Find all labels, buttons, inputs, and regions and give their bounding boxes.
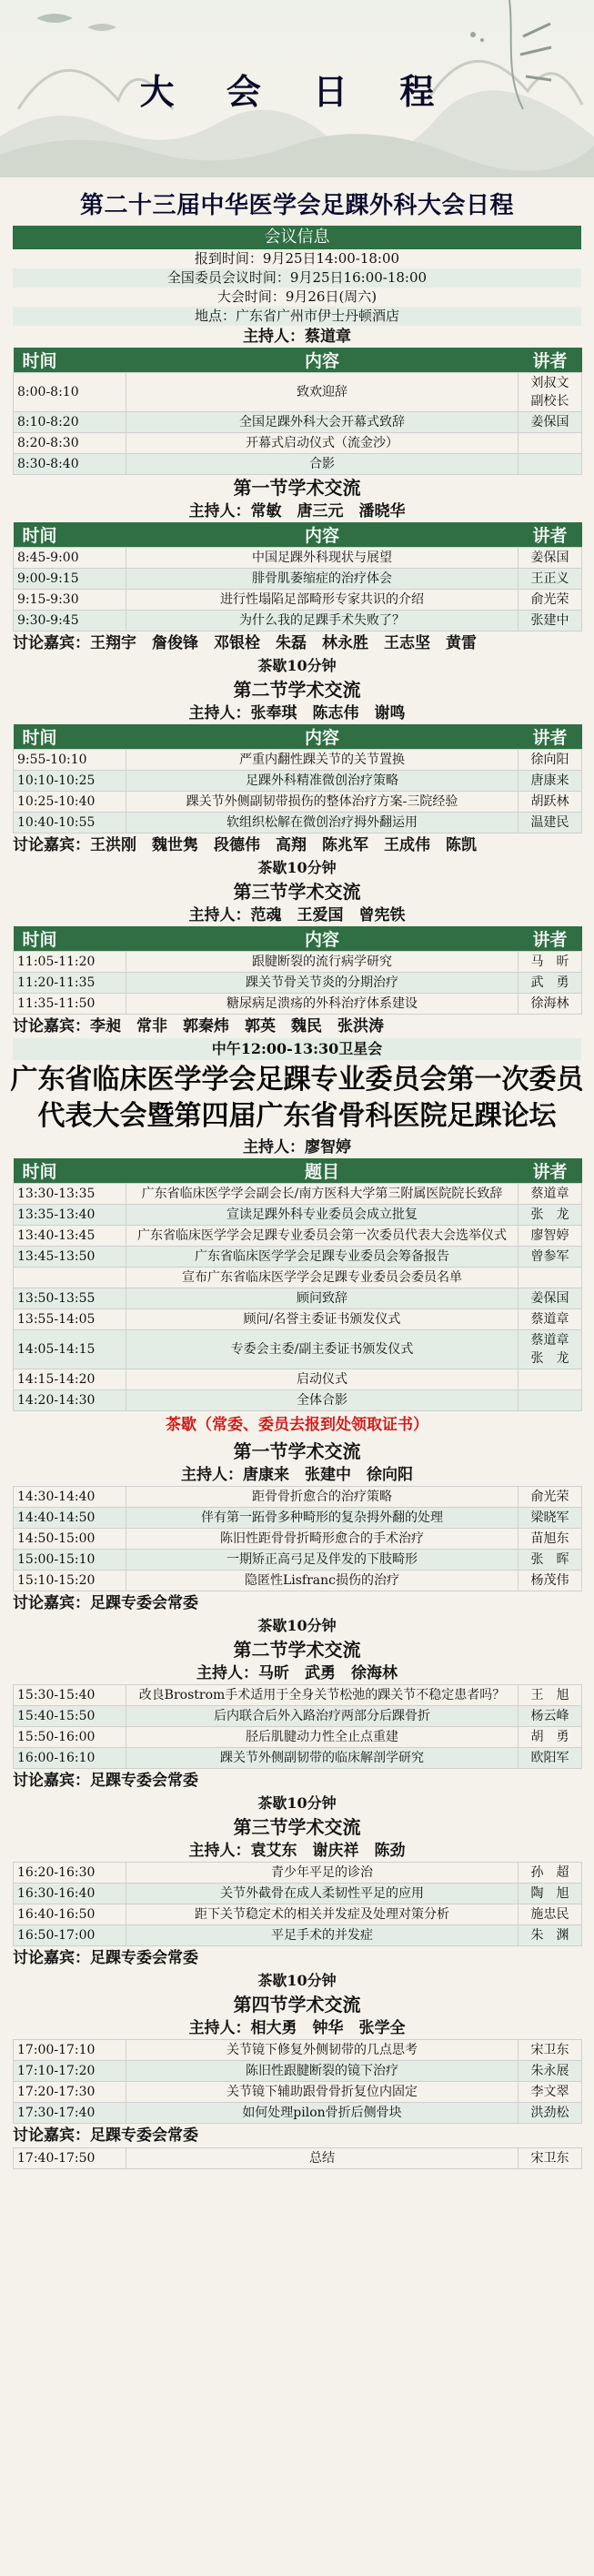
row-speaker: 蔡道章 — [518, 1184, 582, 1205]
table-row — [14, 1685, 582, 1706]
row-speaker: 梁晓军 — [518, 1508, 582, 1529]
row-speaker: 王 旭 — [518, 1685, 582, 1706]
col-header-speaker: 讲者 — [518, 724, 582, 750]
table-row — [14, 1571, 582, 1591]
row-speaker: 徐向阳 — [518, 750, 582, 771]
table-row — [14, 1390, 582, 1411]
col-header-speaker: 讲者 — [518, 522, 582, 548]
row-speaker: 姜保国 — [518, 1288, 582, 1309]
table-row — [14, 1529, 582, 1550]
row-content: 后内联合后外入路治疗两部分后踝骨折 — [126, 1706, 518, 1727]
table-row — [14, 771, 582, 792]
row-speaker — [518, 454, 582, 475]
row-content: 开幕式启动仪式（流金沙） — [126, 433, 518, 454]
row-speaker: 俞光荣 — [518, 590, 582, 611]
col-header-time: 时间 — [14, 348, 126, 373]
schedule-table — [13, 1862, 582, 1946]
col-header-time: 时间 — [14, 522, 126, 548]
row-speaker: 胡跃林 — [518, 792, 582, 813]
row-time: 9:00-9:15 — [14, 569, 126, 590]
table-row — [14, 2103, 582, 2124]
table-row — [14, 2061, 582, 2082]
schedule-table — [13, 926, 582, 1015]
tea-break: 茶歇10分钟 — [257, 1794, 337, 1812]
discussion-guests: 讨论嘉宾：足踝专委会常委 — [13, 2126, 198, 2145]
row-speaker: 张 龙 — [518, 1205, 582, 1226]
lunch-satellite: 中午12:00-13:30卫星会 — [13, 1038, 581, 1060]
row-speaker: 马 昕 — [518, 952, 582, 973]
row-content: 关节镜下辅助跟骨骨折复位内固定 — [126, 2082, 518, 2103]
col-header-topic: 题目 — [126, 1158, 518, 1184]
row-time: 17:00-17:10 — [14, 2040, 126, 2061]
schedule-table — [13, 348, 582, 475]
row-time: 15:10-15:20 — [14, 1571, 126, 1591]
table-row — [14, 548, 582, 569]
row-speaker: 曾参军 — [518, 1247, 582, 1268]
row-content: 距骨骨折愈合的治疗策略 — [126, 1487, 518, 1508]
table-row — [14, 994, 582, 1015]
row-speaker: 姜保国 — [518, 548, 582, 569]
table-row — [14, 750, 582, 771]
row-time: 13:30-13:35 — [14, 1184, 126, 1205]
info-line: 报到时间：9月25日14:00-18:00 — [194, 250, 400, 267]
row-speaker: 朱 渊 — [518, 1925, 582, 1946]
row-time: 15:50-16:00 — [14, 1727, 126, 1748]
table-row — [14, 1330, 582, 1369]
row-content: 胫后肌腱动力性全止点重建 — [126, 1727, 518, 1748]
col-header-content: 内容 — [126, 348, 518, 373]
table-row — [14, 792, 582, 813]
info-line: 地点：广东省广州市伊士丹顿酒店 — [13, 307, 581, 326]
row-time: 14:50-15:00 — [14, 1529, 126, 1550]
row-content: 广东省临床医学学会足踝专业委员会筹备报告 — [126, 1247, 518, 1268]
row-content: 跟腱断裂的流行病学研究 — [126, 952, 518, 973]
row-content: 平足手术的并发症 — [126, 1925, 518, 1946]
row-content: 合影 — [126, 454, 518, 475]
row-time: 11:35-11:50 — [14, 994, 126, 1015]
row-content: 伴有第一跖骨多种畸形的复杂拇外翻的处理 — [126, 1508, 518, 1529]
row-content: 踝关节外侧副韧带的临床解剖学研究 — [126, 1748, 518, 1769]
table-row — [14, 1184, 582, 1205]
col-header-content: 内容 — [126, 522, 518, 548]
row-content: 启动仪式 — [126, 1369, 518, 1390]
row-speaker: 孙 超 — [518, 1863, 582, 1884]
discussion-guests: 讨论嘉宾：足踝专委会常委 — [13, 1594, 198, 1612]
row-speaker: 施忠民 — [518, 1904, 582, 1925]
session-title: 第一节学术交流 — [233, 1440, 361, 1462]
session-title: 第三节学术交流 — [233, 881, 361, 903]
row-speaker: 刘叔文 副校长 — [518, 373, 582, 412]
row-speaker — [518, 1268, 582, 1288]
row-content: 致欢迎辞 — [126, 373, 518, 412]
discussion-guests: 讨论嘉宾：足踝专委会常委 — [13, 1772, 198, 1790]
row-speaker — [518, 1390, 582, 1411]
row-content: 关节外截骨在成人柔韧性平足的应用 — [126, 1884, 518, 1904]
hero-title: 大 会 日 程 — [139, 72, 455, 112]
row-content: 陈旧性跟腱断裂的镜下治疗 — [126, 2061, 518, 2082]
table-row — [14, 952, 582, 973]
row-content: 踝关节骨关节炎的分期治疗 — [126, 973, 518, 994]
host-line: 主持人：唐康来 张建中 徐向阳 — [181, 1466, 413, 1484]
table-row — [14, 611, 582, 631]
row-time: 16:50-17:00 — [14, 1925, 126, 1946]
row-time: 8:10-8:20 — [14, 412, 126, 433]
row-content: 糖尿病足溃疡的外科治疗体系建设 — [126, 994, 518, 1015]
row-content: 青少年平足的诊治 — [126, 1863, 518, 1884]
row-time: 15:30-15:40 — [14, 1685, 126, 1706]
table-row — [14, 1487, 582, 1508]
row-content: 踝关节外侧副韧带损伤的整体治疗方案-三院经验 — [126, 792, 518, 813]
table-row — [14, 433, 582, 454]
row-speaker: 宋卫东 — [518, 2040, 582, 2061]
row-time: 17:30-17:40 — [14, 2103, 126, 2124]
table-row — [14, 1727, 582, 1748]
col-header-time: 时间 — [14, 1158, 126, 1184]
row-content: 全体合影 — [126, 1390, 518, 1411]
gd-section-title: 广东省临床医学学会足踝专业委员会第一次委员代表大会暨第四届广东省骨科医院足踝论坛 — [10, 1064, 584, 1132]
row-time: 13:45-13:50 — [14, 1247, 126, 1268]
host-line: 主持人：常敏 唐三元 潘晓华 — [188, 502, 406, 520]
row-time: 17:10-17:20 — [14, 2061, 126, 2082]
row-speaker: 张 晖 — [518, 1550, 582, 1571]
tea-break: 茶歇10分钟 — [257, 657, 337, 674]
tea-break: 茶歇10分钟 — [257, 1617, 337, 1634]
closing-table — [13, 2147, 582, 2169]
table-row — [14, 2148, 582, 2169]
row-time: 9:55-10:10 — [14, 750, 126, 771]
host-line: 主持人：相大勇 钟华 张学全 — [188, 2019, 406, 2037]
row-time: 15:40-15:50 — [14, 1706, 126, 1727]
session-title: 第二节学术交流 — [233, 1639, 361, 1661]
schedule-table — [13, 1486, 582, 1591]
row-speaker — [518, 1369, 582, 1390]
row-time: 8:20-8:30 — [14, 433, 126, 454]
row-time: 11:20-11:35 — [14, 973, 126, 994]
row-speaker: 胡 勇 — [518, 1727, 582, 1748]
table-row — [14, 1369, 582, 1390]
table-row — [14, 1288, 582, 1309]
row-speaker: 徐海林 — [518, 994, 582, 1015]
schedule-table — [13, 1684, 582, 1769]
discussion-guests: 讨论嘉宾：足踝专委会常委 — [13, 1949, 198, 1967]
row-content: 腓骨肌萎缩症的治疗体会 — [126, 569, 518, 590]
row-content: 足踝外科精准微创治疗策略 — [126, 771, 518, 792]
row-time: 16:00-16:10 — [14, 1748, 126, 1769]
session-title: 第三节学术交流 — [233, 1816, 361, 1838]
row-time: 13:40-13:45 — [14, 1226, 126, 1247]
col-header-time: 时间 — [14, 724, 126, 750]
row-time: 8:00-8:10 — [14, 373, 126, 412]
schedule-table — [13, 2039, 582, 2124]
col-header-content: 内容 — [126, 724, 518, 750]
table-row — [14, 590, 582, 611]
page-title: 第二十三届中华医学会足踝外科大会日程 — [79, 192, 514, 219]
table-row — [14, 1884, 582, 1904]
session-title: 第一节学术交流 — [233, 477, 361, 499]
row-time: 9:30-9:45 — [14, 611, 126, 631]
session-title: 第二节学术交流 — [233, 679, 361, 701]
row-content: 隐匿性Lisfranc损伤的治疗 — [126, 1571, 518, 1591]
row-time: 16:40-16:50 — [14, 1904, 126, 1925]
row-speaker: 俞光荣 — [518, 1487, 582, 1508]
table-row — [14, 373, 582, 412]
row-time: 8:45-9:00 — [14, 548, 126, 569]
host-line: 主持人：蔡道章 — [243, 328, 351, 346]
row-time: 17:40-17:50 — [14, 2148, 126, 2169]
row-time: 14:15-14:20 — [14, 1369, 126, 1390]
row-content: 顾问致辞 — [126, 1288, 518, 1309]
discussion-guests: 讨论嘉宾：李昶 常非 郭秦炜 郭英 魏民 张洪涛 — [13, 1017, 384, 1035]
row-content: 中国足踝外科现状与展望 — [126, 548, 518, 569]
row-time: 10:10-10:25 — [14, 771, 126, 792]
col-header-speaker: 讲者 — [518, 348, 582, 373]
row-time: 16:30-16:40 — [14, 1884, 126, 1904]
col-header-time: 时间 — [14, 926, 126, 952]
col-header-speaker: 讲者 — [518, 1158, 582, 1184]
tea-break: 茶歇10分钟 — [257, 859, 337, 876]
hero-banner — [0, 0, 594, 177]
row-content: 顾问/名誉主委证书颁发仪式 — [126, 1309, 518, 1330]
row-speaker: 张建中 — [518, 611, 582, 631]
row-content: 为什么我的足踝手术失败了？ — [126, 611, 518, 631]
table-row — [14, 1205, 582, 1226]
row-speaker: 杨云峰 — [518, 1706, 582, 1727]
row-speaker: 李文翠 — [518, 2082, 582, 2103]
table-row — [14, 1268, 582, 1288]
schedule-table — [13, 522, 582, 631]
table-row — [14, 1706, 582, 1727]
table-row — [14, 1863, 582, 1884]
row-content: 广东省临床医学学会足踝专业委员会第一次委员代表大会选举仪式 — [126, 1226, 518, 1247]
row-speaker — [518, 433, 582, 454]
session-title: 第四节学术交流 — [233, 1994, 361, 2015]
table-row — [14, 1550, 582, 1571]
table-row — [14, 1226, 582, 1247]
table-row — [14, 1247, 582, 1268]
host-line: 主持人：廖智婷 — [243, 1138, 351, 1157]
row-content: 全国足踝外科大会开幕式致辞 — [126, 412, 518, 433]
meeting-info-header: 会议信息 — [13, 226, 581, 249]
row-speaker: 蔡道章 张 龙 — [518, 1330, 582, 1369]
row-time — [14, 1268, 126, 1288]
row-time: 10:25-10:40 — [14, 792, 126, 813]
table-row — [14, 1508, 582, 1529]
row-time: 14:30-14:40 — [14, 1487, 126, 1508]
row-content: 改良Brostrom手术适用于全身关节松弛的踝关节不稳定患者吗？ — [126, 1685, 518, 1706]
row-speaker: 王正义 — [518, 569, 582, 590]
meeting-info — [13, 249, 581, 326]
row-speaker: 蔡道章 — [518, 1309, 582, 1330]
row-speaker: 武 勇 — [518, 973, 582, 994]
table-row — [14, 454, 582, 475]
row-time: 13:55-14:05 — [14, 1309, 126, 1330]
host-line: 主持人：袁艾东 谢庆祥 陈劲 — [188, 1842, 406, 1860]
row-time: 14:40-14:50 — [14, 1508, 126, 1529]
row-speaker: 温建民 — [518, 813, 582, 833]
schedule-table — [13, 724, 582, 833]
row-content: 广东省临床医学学会副会长/南方医科大学第三附属医院院长致辞 — [126, 1184, 518, 1205]
info-line: 大会时间：9月26日(周六) — [216, 288, 378, 305]
info-line: 全国委员会议时间：9月25日16:00-18:00 — [13, 268, 581, 288]
table-row — [14, 1309, 582, 1330]
table-row — [14, 1748, 582, 1769]
row-content: 宣布广东省临床医学学会足踝专业委员会委员名单 — [126, 1268, 518, 1288]
schedule-table — [13, 1158, 582, 1411]
table-row — [14, 1925, 582, 1946]
row-time: 13:50-13:55 — [14, 1288, 126, 1309]
row-time: 9:15-9:30 — [14, 590, 126, 611]
col-header-content: 内容 — [126, 926, 518, 952]
row-content: 软组织松解在微创治疗拇外翻运用 — [126, 813, 518, 833]
row-time: 8:30-8:40 — [14, 454, 126, 475]
row-time: 14:20-14:30 — [14, 1390, 126, 1411]
row-time: 11:05-11:20 — [14, 952, 126, 973]
row-speaker: 杨茂伟 — [518, 1571, 582, 1591]
row-content: 陈旧性距骨骨折畸形愈合的手术治疗 — [126, 1529, 518, 1550]
host-line: 主持人：范魂 王爱国 曾宪铁 — [188, 906, 406, 924]
tea-break: 茶歇10分钟 — [257, 1972, 337, 1989]
row-content: 关节镜下修复外侧韧带的几点思考 — [126, 2040, 518, 2061]
row-content: 总结 — [126, 2148, 518, 2169]
row-time: 13:35-13:40 — [14, 1205, 126, 1226]
row-speaker: 朱永展 — [518, 2061, 582, 2082]
table-row — [14, 973, 582, 994]
row-speaker: 陶 旭 — [518, 1884, 582, 1904]
host-line: 主持人：马昕 武勇 徐海林 — [196, 1664, 398, 1682]
row-content: 严重内翻性踝关节的关节置换 — [126, 750, 518, 771]
row-time: 14:05-14:15 — [14, 1330, 126, 1369]
row-content: 如何处理pilon骨折后侧骨块 — [126, 2103, 518, 2124]
row-time: 17:20-17:30 — [14, 2082, 126, 2103]
table-row — [14, 569, 582, 590]
table-row — [14, 2040, 582, 2061]
table-row — [14, 2082, 582, 2103]
row-speaker: 洪劲松 — [518, 2103, 582, 2124]
row-speaker: 唐康来 — [518, 771, 582, 792]
row-speaker: 欧阳军 — [518, 1748, 582, 1769]
row-speaker: 苗旭东 — [518, 1529, 582, 1550]
row-time: 15:00-15:10 — [14, 1550, 126, 1571]
row-time: 16:20-16:30 — [14, 1863, 126, 1884]
row-content: 距下关节稳定术的相关并发症及处理对策分析 — [126, 1904, 518, 1925]
row-speaker: 姜保国 — [518, 412, 582, 433]
row-time: 10:40-10:55 — [14, 813, 126, 833]
certificate-break: 茶歇（常委、委员去报到处领取证书） — [166, 1416, 428, 1434]
discussion-guests: 讨论嘉宾：王翔宇 詹俊锋 邓银栓 朱磊 林永胜 王志坚 黄雷 — [13, 634, 477, 652]
row-content: 专委会主委/副主委证书颁发仪式 — [126, 1330, 518, 1369]
host-line: 主持人：张奉琪 陈志伟 谢鸣 — [188, 704, 406, 722]
table-row — [14, 1904, 582, 1925]
row-speaker: 宋卫东 — [518, 2148, 582, 2169]
row-speaker: 廖智婷 — [518, 1226, 582, 1247]
table-row — [14, 813, 582, 833]
discussion-guests: 讨论嘉宾：王洪刚 魏世隽 段德伟 高翔 陈兆军 王成伟 陈凯 — [13, 836, 477, 854]
row-content: 进行性塌陷足部畸形专家共识的介绍 — [126, 590, 518, 611]
col-header-speaker: 讲者 — [518, 926, 582, 952]
row-content: 宣读足踝外科专业委员会成立批复 — [126, 1205, 518, 1226]
row-content: 一期矫正高弓足及伴发的下肢畸形 — [126, 1550, 518, 1571]
table-row — [14, 412, 582, 433]
